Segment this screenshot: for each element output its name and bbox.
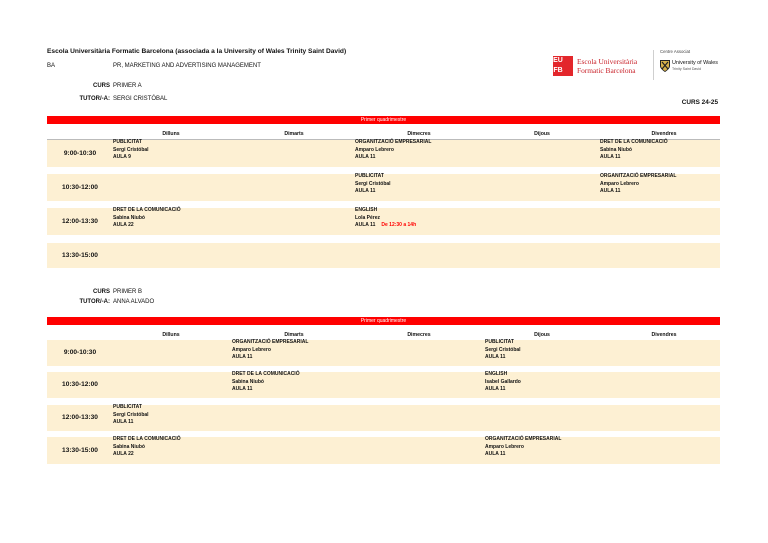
teacher: Amparo Lebrero: [355, 146, 394, 153]
logo-line2: Formatic Barcelona: [577, 66, 636, 75]
term-bar: Primer quadrimestre: [47, 116, 720, 124]
uwtsd-shield-icon: [660, 60, 670, 72]
class-entry: [232, 371, 300, 394]
degree-code: BA: [47, 63, 56, 69]
day-header: Dimecres: [407, 131, 431, 137]
room-line: [600, 154, 668, 162]
subject: DRET DE LA COMUNICACIÓ: [600, 139, 668, 145]
time-note: De 12:30 a 14h: [381, 222, 417, 229]
subject: PUBLICITAT: [113, 404, 142, 410]
time-slot: 10:30-12:00: [62, 183, 98, 191]
formatic-logo: [553, 56, 653, 78]
tutor-label: TUTOR/-A:: [79, 96, 110, 102]
curs-label: CURS: [92, 83, 110, 89]
room-line: [355, 188, 391, 196]
class-entry: [600, 139, 668, 162]
time-slot: 13:30-15:00: [62, 251, 98, 259]
time-slot-row: [47, 208, 720, 235]
teacher: Sabina Niubó: [600, 146, 632, 153]
time-slot-row: [47, 174, 720, 201]
teacher: Sabina Niubó: [232, 378, 264, 385]
room: AULA 11: [485, 354, 506, 361]
time-slot: 9:00-10:30: [63, 349, 97, 356]
teacher: Amparo Lebrero: [600, 180, 639, 187]
curs-label: CURS: [92, 289, 110, 295]
time-slot-row: [47, 437, 720, 464]
logo-mark-bottom: FB: [553, 67, 563, 74]
curs-year: CURS 24-25: [681, 99, 718, 106]
subject: PUBLICITAT: [355, 173, 384, 179]
time-slot-row: [47, 140, 720, 167]
day-header: Dimarts: [284, 332, 304, 338]
logo-mark-top: EU: [553, 57, 563, 64]
room: AULA 11: [113, 419, 134, 426]
teacher: Sabina Niubó: [113, 443, 145, 450]
class-entry: [485, 339, 521, 362]
time-slot: 10:30-12:00: [62, 381, 98, 388]
tutor-value: ANNA ALVADO: [113, 299, 155, 305]
time-slot: 12:00-13:30: [62, 414, 98, 421]
term-bar: Primer quadrimestre: [47, 317, 720, 325]
day-header: Dilluns: [162, 332, 180, 338]
subject: ORGANITZACIÓ EMPRESARIAL: [485, 436, 562, 442]
subject: PUBLICITAT: [113, 139, 142, 145]
time-slot-row: [47, 340, 720, 366]
class-entry: [113, 207, 181, 230]
subject: DRET DE LA COMUNICACIÓ: [232, 371, 300, 377]
curs-value: PRIMER B: [113, 289, 143, 295]
class-entry: [113, 436, 181, 459]
school-name: Escola Universitària Formatic Barcelona (associada a la University of Wales Trinity Saint David): [47, 48, 347, 55]
room-line: [485, 451, 561, 459]
class-entry: [600, 173, 676, 196]
room-line: [232, 386, 300, 394]
room-line: [232, 354, 308, 362]
class-entry: [485, 436, 561, 459]
teacher: Amparo Lebrero: [485, 443, 524, 450]
room-line: [113, 419, 149, 427]
teacher: Sabina Niubó: [113, 214, 145, 221]
time-slot: 12:00-13:30: [62, 217, 98, 225]
room-line: [600, 188, 676, 196]
room-line: [355, 154, 431, 162]
day-header: Divendres: [651, 131, 677, 137]
room: AULA 22: [113, 222, 134, 229]
degree-name: PR, MARKETING AND ADVERTISING MANAGEMENT: [113, 63, 261, 69]
room: AULA 22: [113, 451, 134, 458]
logo-divider: [653, 50, 654, 80]
teacher: Amparo Lebrero: [232, 346, 271, 353]
teacher: Sergi Cristóbal: [113, 146, 149, 153]
room: AULA 11: [600, 154, 621, 161]
day-header: Dijous: [534, 332, 550, 338]
subject: ORGANITZACIÓ EMPRESARIAL: [600, 173, 677, 179]
room-line: [113, 451, 181, 459]
room: AULA 9: [113, 154, 131, 161]
subject: ORGANITZACIÓ EMPRESARIAL: [355, 139, 432, 145]
time-slot: 9:00-10:30: [63, 149, 97, 157]
teacher: Sergi Cristóbal: [113, 411, 149, 418]
teacher: Sergi Cristóbal: [485, 346, 521, 353]
time-slot-row: [47, 405, 720, 431]
time-slot: 13:30-15:00: [62, 446, 98, 454]
class-entry: [485, 371, 521, 394]
curs-value: PRIMER A: [113, 83, 142, 89]
day-header: Dilluns: [162, 131, 180, 137]
day-header: Dimarts: [284, 131, 304, 137]
tutor-label: TUTOR/-A:: [79, 299, 110, 305]
eufb-logo-icon: [553, 56, 573, 76]
logo-line1: Escola Universitària: [577, 57, 638, 66]
centre-associat-label: Centre Associat: [660, 49, 691, 54]
class-entry: [355, 173, 391, 196]
uwtsd-sub: Trinity Saint David: [672, 67, 702, 71]
teacher: Lola Pérez: [355, 214, 381, 221]
class-entry: [355, 139, 431, 162]
subject: ENGLISH: [485, 371, 508, 377]
class-entry: [355, 207, 416, 230]
time-slot-row: [47, 243, 720, 268]
day-header: Dimecres: [407, 332, 431, 338]
subject: ORGANITZACIÓ EMPRESARIAL: [232, 339, 309, 345]
day-header: Divendres: [651, 332, 677, 338]
room-line: [113, 154, 149, 162]
room: AULA 11: [600, 188, 621, 195]
subject: DRET DE LA COMUNICACIÓ: [113, 436, 181, 442]
tutor-value: SERGI CRISTÓBAL: [113, 96, 168, 102]
day-header-row: [47, 332, 720, 339]
subject: DRET DE LA COMUNICACIÓ: [113, 207, 181, 213]
teacher: Isabel Gallardo: [485, 378, 521, 385]
room-line: [355, 222, 416, 230]
uwtsd-name: University of Wales: [672, 60, 718, 66]
subject: ENGLISH: [355, 207, 378, 213]
room: AULA 11: [485, 451, 506, 458]
room: AULA 11: [355, 222, 376, 229]
uwtsd-logo: [660, 59, 720, 73]
time-slot-row: [47, 372, 720, 398]
room-line: [485, 354, 521, 362]
room: AULA 11: [485, 386, 506, 393]
class-entry: [232, 339, 308, 362]
logo-text: [577, 57, 637, 75]
subject: PUBLICITAT: [485, 339, 514, 345]
day-header-row: [47, 131, 720, 138]
room: AULA 11: [232, 386, 253, 393]
class-entry: [113, 404, 149, 427]
room: AULA 11: [355, 154, 376, 161]
room-line: [485, 386, 521, 394]
room: AULA 11: [232, 354, 253, 361]
room-line: [113, 222, 181, 230]
teacher: Sergi Cristóbal: [355, 180, 391, 187]
room: AULA 11: [355, 188, 376, 195]
day-header: Dijous: [534, 131, 550, 137]
class-entry: [113, 139, 149, 162]
